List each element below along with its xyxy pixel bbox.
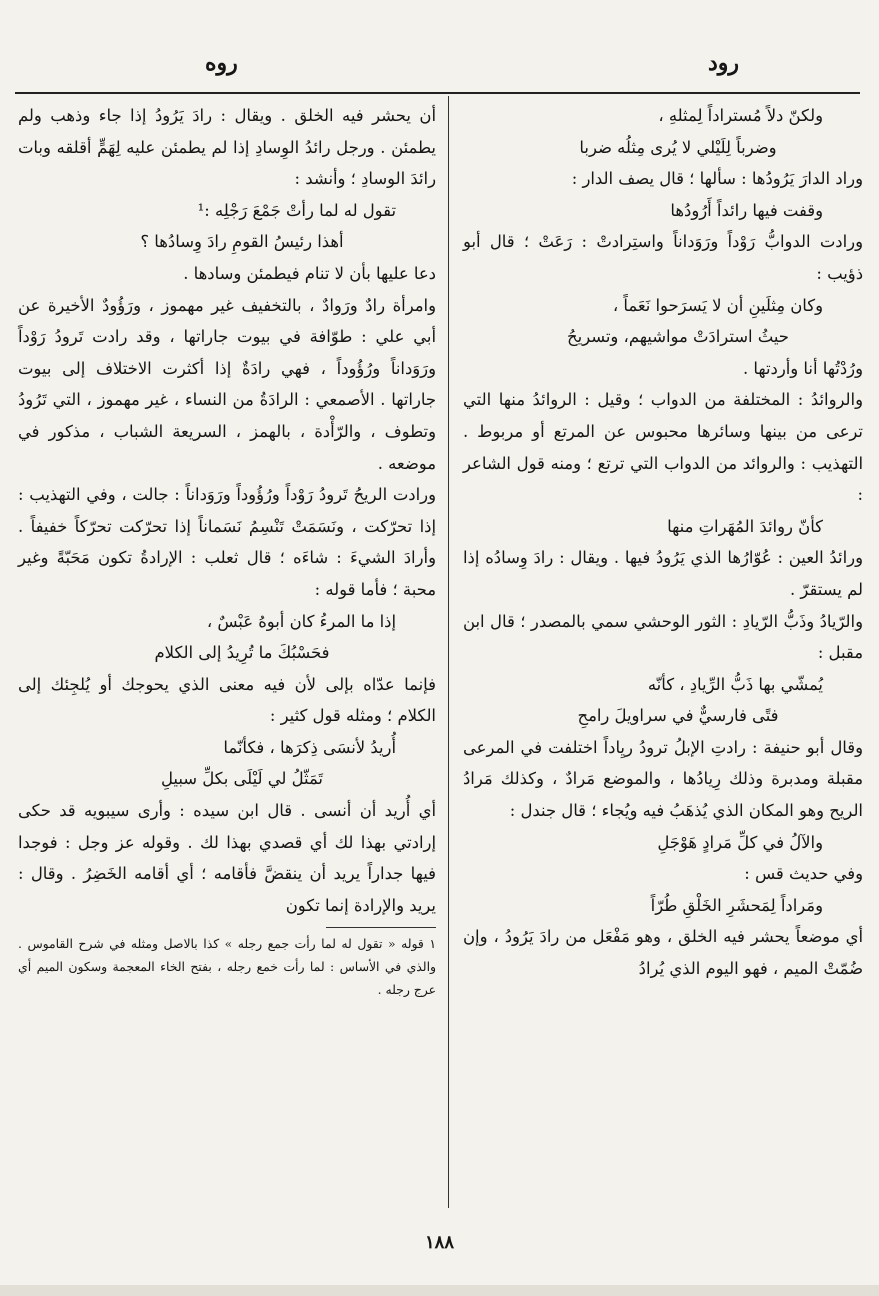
text-paragraph: أي أُريد أن أنسى . قال ابن سيده : وأرى سيبويه قد حكى إرادتي بهذا لك أي قصدي بهذا لك . وقوله عز وجل : فوجدا فيها جداراً يريد أن ينقضَّ فأقامه ؛ أي أقامه الخَضِرُ . وقال : يريد والإرادة إنما تكون xyxy=(18,801,436,915)
verse-line: ولكنّ دلاً مُستراداً لِمثلهِ ، xyxy=(658,106,823,125)
header-root-right: رود xyxy=(707,50,739,76)
verse-line: ومَراداً لِمَحشَرِ الخَلْقِ طُرّاً xyxy=(650,895,823,915)
verse-line: إذا ما المرءُ كان أبوهُ عَبْسٌ ، xyxy=(206,611,396,631)
verse-line: وضرباً لِلَيْلي لا يُرى مِثلُه ضربا xyxy=(579,137,777,157)
scan-edge xyxy=(0,1285,879,1296)
text-paragraph: وراد الدارَ يَرُودُها : سألها ؛ قال يصف الدار : xyxy=(571,169,863,189)
verse-line: حيثُ استرادَتْ مواشيهم، وتسريحُ xyxy=(567,327,789,347)
text-paragraph: والروائدُ : المختلفة من الدواب ؛ وقيل : الروائدُ منها التي ترعى من بينها وسائرها محبوس عن المرتع أو مربوط . التهذيب : والروائد من الدواب التي ترتع ؛ ومنه قول الشاعر : xyxy=(463,390,863,505)
text-paragraph: ورُدْتُها أنا وأردتها . xyxy=(743,358,863,378)
text-paragraph: وقال أبو حنيفة : رادتِ الإبلُ ترودُ ريِاداً اختلفت في المرعى مقبلة ومدبرة وذلك رِيادُها ، والموضع مَرادٌ ، وكذلك مَرادُ الريح وهو المكان الذي يُذهَبُ فيه ويُجاء ؛ قال جندل : xyxy=(463,737,863,821)
right-column xyxy=(463,100,863,985)
left-column-body xyxy=(18,100,436,921)
text-paragraph: أن يحشر فيه الخلق . ويقال : رادَ يَرُودُ إذا جاء وذهب ولم يطمئن . ورجل رائدُ الوِسادِ إذا لم يطمئن عليه لِهَمٍّ أقلقه وبات رائدَ الوسادِ ؛ وأنشد : xyxy=(18,106,436,189)
header-rule xyxy=(15,92,860,94)
header-root-left: روه xyxy=(205,50,238,76)
text-paragraph: ورادت الدوابُّ رَوْداً ورَوَداناً واستِرادتْ : رَعَتْ ؛ قال أبو ذؤيب : xyxy=(463,232,863,283)
verse-line: أُريدُ لأنسَى ذِكرَها ، فكأنّما xyxy=(223,737,396,757)
page-header xyxy=(0,50,879,80)
verse-line: يُمشّي بها ذَبُّ الرِّيادِ ، كأنّه xyxy=(647,674,823,694)
verse-line: فحَسْبُكَ ما تُرِيدُ إلى الكلام xyxy=(154,643,330,663)
verse-line: وكان مِثلَينِ أن لا يَسرَحوا نَعَماً ، xyxy=(612,295,823,315)
text-paragraph: فإنما عدّاه بإلى لأن فيه معنى الذي يحوجك أو يُلجِئك إلى الكلام ؛ ومثله قول كثير : xyxy=(18,674,436,726)
text-paragraph: ورائدُ العين : عُوّارُها الذي يَرُودُ فيها . ويقال : رادَ وِسادُه إذا لم يستقرّ . xyxy=(463,548,863,599)
verse-line: كأنّ روائدَ المُهَراتِ منها xyxy=(667,516,823,536)
text-paragraph: دعا عليها بأن لا تنام فيطمئن وسادها . xyxy=(183,263,436,283)
footnote-rule xyxy=(326,927,436,928)
column-divider xyxy=(448,96,449,1208)
verse-line: تقول له لما رأتْ جَمْعَ رَجْلِه :¹ xyxy=(197,200,396,220)
verse-line: فتًى فارسيٌّ في سراويلَ رامحِ xyxy=(577,706,779,726)
footnote: ١ قوله « تقول له لما رأت جمع رجله » كذا بالاصل ومثله في شرح القاموس . والذي في الأساس : لما رأت خمع رجله ، بفتح الخاء المعجمة وسكون الميم أي عرج رجله . xyxy=(18,936,436,998)
verse-line: وقفت فيها رائداً أَرُودُها xyxy=(670,200,823,220)
verse-line: تَمَثّلُ لي لَيْلَى بكلِّ سبيلِ xyxy=(161,769,323,789)
page-number: ١٨٨ xyxy=(424,1232,454,1253)
text-paragraph: أي موضعاً يحشر فيه الخلق ، وهو مَفْعَل من رادَ يَرُودُ ، وإن ضُمّتْ الميم ، فهو اليوم الذي يُرادُ xyxy=(463,927,863,979)
text-paragraph: ورادت الريحُ تَرودُ رَوْداً ورُؤُوداً ورَوَداناً : جالت ، وفي التهذيب : إذا تحرّكت ، ونَسَمَتْ تَنْسِمُ نَسَماناً إذا تحرّكت تحرّكاً خفيفاً . وأرادَ الشيءَ : شاءَه ؛ قال ثعلب : الإرادةُ تكون مَحَبّةً وغير محبة ؛ فأما قوله : xyxy=(18,485,436,599)
verse-line: أهذا رئيسُ القومِ رادَ وِسادُها ؟ xyxy=(140,232,344,252)
text-paragraph: والرّيادُ وذَبُّ الرّيادِ : الثور الوحشي سمي بالمصدر ؛ قال ابن مقبل : xyxy=(463,611,863,663)
left-column xyxy=(18,100,436,1001)
text-paragraph: وامرأة رادٌ ورَوادٌ ، بالتخفيف غير مهموز ، ورَؤُودٌ الأخيرة عن أبي علي : طوّافة في بيوت جاراتها ، وقد رادت تَرودُ رَوْداً ورَوَداناً ورُؤُوداً ، فهي رادَةٌ إذا أكثرت الاختلاف إلى بيوت جاراتها . الأصمعي : الرادَةُ من النساء ، غير مهموز ، التي تَرُودُ وتطوف ، والرّأْدة ، بالهمز ، السريعة الشباب ، مذكور في موضعه . xyxy=(18,295,436,473)
text-paragraph: وفي حديث قس : xyxy=(744,864,863,884)
verse-line: والآلُ في كلِّ مَرادٍ هَوْجَلِ xyxy=(657,832,823,852)
